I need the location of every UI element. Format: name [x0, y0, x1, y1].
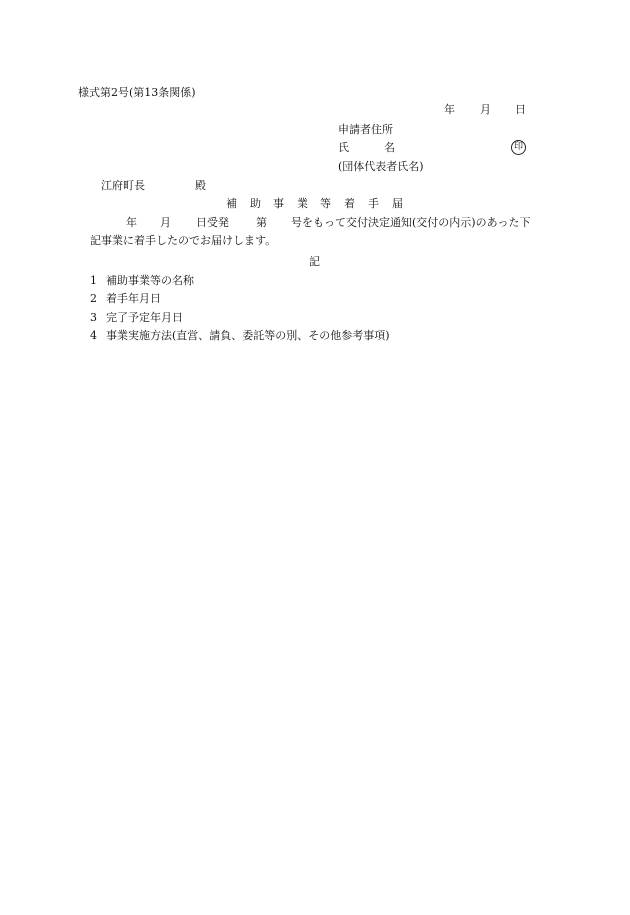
title-char: 業	[297, 197, 308, 210]
item-text: 補助事業等の名称	[106, 274, 194, 287]
body-year-label: 年	[126, 216, 137, 229]
title-char: 等	[320, 197, 331, 210]
item-text: 着手年月日	[106, 292, 161, 305]
ki-mark: 記	[309, 255, 320, 268]
title-char: 助	[250, 197, 261, 210]
title-char: 着	[344, 197, 355, 210]
body-line1-rest: 号をもって交付決定通知(交付の内示)のあった下	[291, 216, 531, 229]
applicant-address-label: 申請者住所	[338, 123, 393, 136]
body-number-prefix: 第	[256, 216, 267, 229]
date-month-label: 月	[480, 103, 491, 116]
item-text: 完了予定年月日	[106, 311, 183, 324]
date-day-label: 日	[515, 103, 526, 116]
applicant-name-label-2: 名	[384, 141, 395, 154]
title-char: 事	[273, 197, 284, 210]
item-number: 4	[90, 329, 97, 342]
form-header-label: 様式第2号(第13条関係)	[78, 86, 196, 99]
title-char: 手	[368, 197, 379, 210]
title-char: 届	[392, 197, 403, 210]
seal-mark: 印	[511, 140, 526, 155]
applicant-name-label-1: 氏	[338, 141, 349, 154]
addressee-name: 江府町長	[101, 179, 145, 192]
body-line2: 記事業に着手したのでお届けします。	[90, 234, 277, 247]
item-text: 事業実施方法(直営、請負、委託等の別、その他参考事項)	[106, 329, 390, 342]
addressee-honorific: 殿	[195, 179, 206, 192]
item-number: 1	[90, 274, 97, 287]
applicant-group-label: (団体代表者氏名)	[338, 160, 424, 173]
body-day-received-label: 日受発	[196, 216, 229, 229]
item-number: 2	[90, 292, 97, 305]
item-number: 3	[90, 311, 97, 324]
date-year-label: 年	[444, 103, 455, 116]
title-char: 補	[226, 197, 237, 210]
body-month-label: 月	[160, 216, 171, 229]
